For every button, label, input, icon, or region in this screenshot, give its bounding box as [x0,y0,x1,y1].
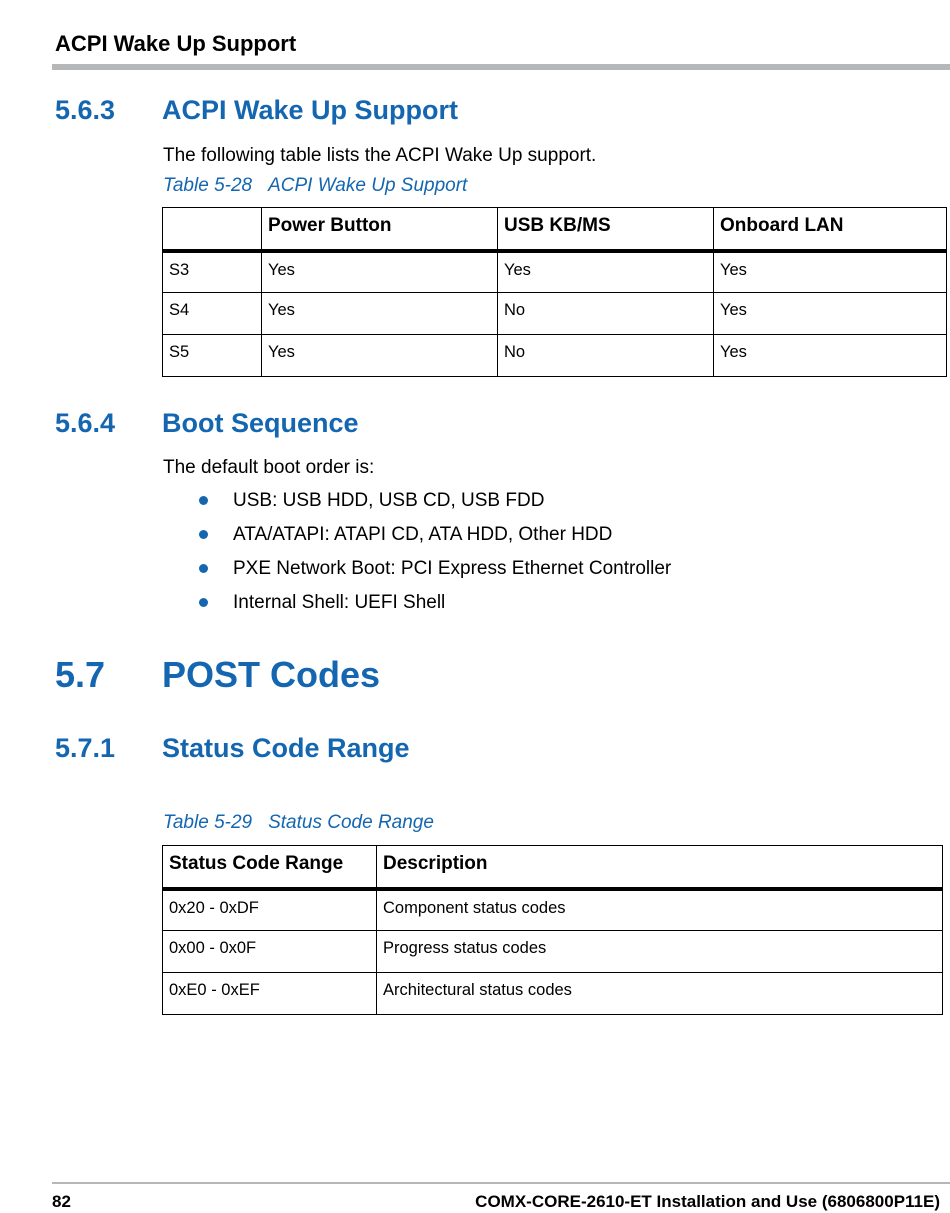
table-cell: Yes [498,251,714,293]
acpi-intro-text: The following table lists the ACPI Wake Up support. [163,145,597,166]
boot-intro-text: The default boot order is: [163,457,375,478]
status-table-caption [163,812,434,834]
list-item-text: PXE Network Boot: PCI Express Ethernet Controller [233,558,672,579]
table-cell: Progress status codes [377,931,943,973]
table-cell: 0x20 - 0xDF [163,889,377,931]
column-header: USB KB/MS [498,208,714,251]
table-cell: 0xE0 - 0xEF [163,973,377,1015]
column-header: Description [377,846,943,889]
table-cell: Yes [714,335,947,377]
table-header-row [163,846,943,889]
section-number: 5.6.3 [55,95,116,125]
table-cell: Yes [714,293,947,335]
list-item [196,555,671,589]
bullet-icon [199,598,208,607]
table-row [163,335,947,377]
list-item-text: Internal Shell: UEFI Shell [233,592,446,613]
bullet-icon [199,530,208,539]
table-row [163,889,943,931]
table-cell: S4 [163,293,262,335]
table-cell: Yes [262,293,498,335]
status-code-range-table [162,845,943,1015]
section-number: 5.7 [55,654,106,695]
table-row [163,973,943,1015]
column-header: Status Code Range [163,846,377,889]
table-cell: Yes [262,251,498,293]
table-row [163,251,947,293]
table-cell: Yes [714,251,947,293]
list-item-text: ATA/ATAPI: ATAPI CD, ATA HDD, Other HDD [233,524,613,545]
table-cell: S5 [163,335,262,377]
page-number: 82 [52,1192,71,1211]
list-item [196,487,671,521]
caption-title: ACPI Wake Up Support [268,175,468,196]
table-cell: Component status codes [377,889,943,931]
footer-rule [52,1182,950,1184]
boot-order-list [196,487,671,623]
acpi-table-caption [163,175,467,197]
section-number: 5.6.4 [55,408,116,438]
bullet-icon [199,496,208,505]
table-cell: 0x00 - 0x0F [163,931,377,973]
list-item [196,589,671,623]
section-title: POST Codes [162,654,381,695]
table-cell: Yes [262,335,498,377]
column-header [163,208,262,251]
table-header-row [163,208,947,251]
table-row [163,293,947,335]
bullet-icon [199,564,208,573]
list-item-text: USB: USB HDD, USB CD, USB FDD [233,490,545,511]
caption-number: Table 5-28 [163,175,253,196]
list-item [196,521,671,555]
table-row [163,931,943,973]
header-rule [52,64,950,70]
table-cell: S3 [163,251,262,293]
column-header: Power Button [262,208,498,251]
document-title: COMX-CORE-2610-ET Installation and Use (6806800P11E) [475,1192,940,1211]
table-cell: No [498,293,714,335]
section-title: Status Code Range [162,733,410,763]
table-cell: No [498,335,714,377]
running-header: ACPI Wake Up Support [55,31,297,56]
table-cell: Architectural status codes [377,973,943,1015]
acpi-wake-up-table [162,207,947,377]
column-header: Onboard LAN [714,208,947,251]
section-title: Boot Sequence [162,408,359,438]
section-number: 5.7.1 [55,733,116,763]
caption-number: Table 5-29 [163,812,253,833]
section-title: ACPI Wake Up Support [162,95,459,125]
caption-title: Status Code Range [268,812,434,833]
